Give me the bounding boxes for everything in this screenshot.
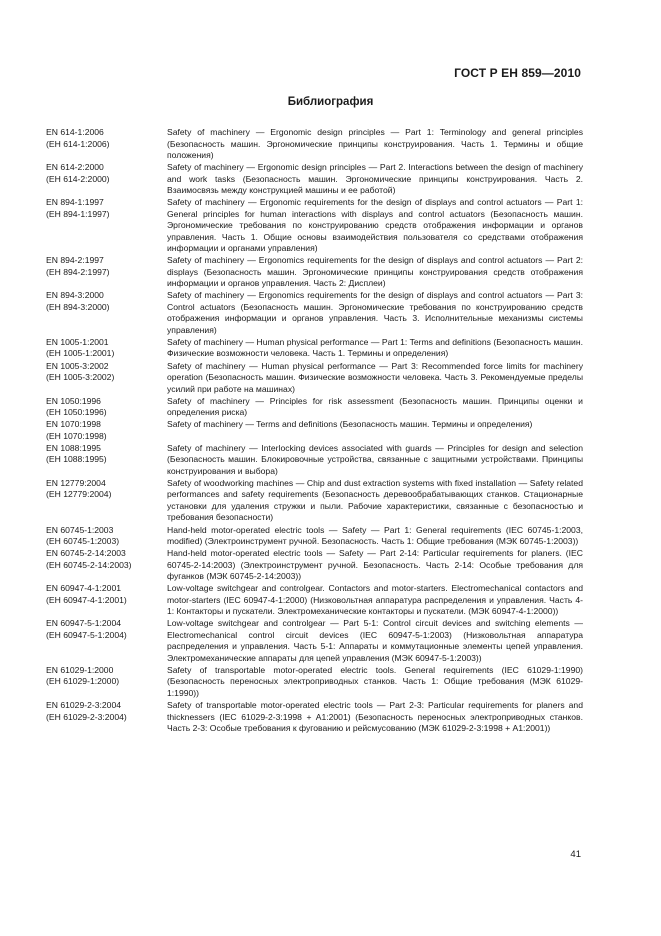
bibliography-entry	[46, 665, 583, 700]
bibliography-entry	[46, 548, 583, 583]
reference-code-national: (EH 12779:2004)	[46, 489, 112, 500]
reference-codes	[46, 443, 167, 478]
reference-code: EN 1050:1996	[46, 395, 101, 406]
reference-description: Safety of machinery — Principles for risk assessment (Безопасность машин. Принципы оценки и определения риска)	[167, 395, 583, 418]
reference-codes	[46, 361, 167, 396]
reference-code-national: (EH 1005-1:2001)	[46, 348, 115, 359]
reference-description: Hand-held motor-operated electric tools — Safety — Part 1: General requirements (IEC 60745-1:2003, modified) (Электроинструмент ручной. Безопасность. Часть 1: Общие требования (МЭК 60745-1:2003))	[167, 524, 583, 547]
reference-code-national: (EH 894-2:1997)	[46, 266, 110, 277]
reference-codes	[46, 419, 167, 442]
bibliography-entry	[46, 361, 583, 396]
reference-code-national: (EH 1070:1998)	[46, 430, 107, 441]
reference-code-national: (EH 614-1:2006)	[46, 138, 110, 149]
reference-code: EN 1005-3:2002	[46, 360, 109, 371]
reference-description: Safety of woodworking machines — Chip and dust extraction systems with fixed installation — Safety related performances and safety requirements (Безопасность деревообрабатывающих станков. Стационарные установки для удаления стружки и пыли. Рабочие характеристики, связанные с безопасностью и требования безопасности)	[167, 477, 583, 523]
reference-codes	[46, 290, 167, 336]
reference-codes	[46, 665, 167, 700]
reference-codes	[46, 700, 167, 735]
bibliography-entry	[46, 478, 583, 524]
reference-code: EN 894-3:2000	[46, 290, 104, 301]
bibliography-entry	[46, 290, 583, 336]
reference-codes	[46, 583, 167, 618]
reference-codes	[46, 548, 167, 583]
bibliography-entry	[46, 618, 583, 664]
reference-description: Low-voltage switchgear and controlgear. Contactors and motor-starters. Electromechanical contactors and motor-starters (IEC 60947-4-1:2000) (Низковольтная аппаратура распределения и управления. Часть 4-1: Контакторы и пускатели. Электромеханические контакторы и пускатели. (МЭК 60947-4-1:2000))	[167, 583, 583, 617]
reference-code-national: (EH 614-2:2000)	[46, 173, 110, 184]
reference-code: EN 60947-4-1:2001	[46, 583, 122, 594]
reference-description: Low-voltage switchgear and controlgear — Part 5-1: Control circuit devices and switching elements — Electromechanical control circuit devices (IEC 60947-5-1:2003) (Низковольтная аппаратура распределения и управления. Часть 5-1: Аппараты и коммутационные элементы цепей управления. Электромеханические аппараты для цепей управления (МЭК 60947-5-1:2003))	[167, 618, 583, 663]
reference-code: EN 1088:1995	[46, 442, 101, 453]
reference-code-national: (EH 894-1:1997)	[46, 208, 110, 219]
reference-description: Safety of machinery — Ergonomic design principles — Part 2. Interactions between the design of machinery and work tasks (Безопасность машин. Эргономические принципы конструирования. Часть 2. Взаимосвязь между конструкцией машины и ее работой)	[167, 162, 583, 196]
reference-code: EN 60947-5-1:2004	[46, 618, 122, 629]
reference-code-national: (EH 60745-1:2003)	[46, 536, 120, 547]
reference-code: EN 894-1:1997	[46, 197, 104, 208]
reference-description: Safety of machinery — Ergonomics requirements for the design of displays and control actuators — Part 2: displays (Безопасность машин. Эргономические принципы конструирования средств отображения информации и органов управления. Часть 2: Дисплеи)	[167, 255, 583, 289]
bibliography-list	[46, 127, 583, 735]
bibliography-entry	[46, 127, 583, 162]
page-number: 41	[570, 849, 581, 860]
bibliography-entry	[46, 337, 583, 360]
bibliography-entry	[46, 162, 583, 197]
reference-codes	[46, 337, 167, 360]
reference-code-national: (EH 61029-1:2000)	[46, 676, 120, 687]
reference-description: Safety of machinery — Ergonomics requirements for the design of displays and control actuators — Part 3: Control actuators (Безопасность машин. Эргономические требования по конструированию средств отображения информации и органов управления. Часть 3. Исполнительные механизмы системы управления)	[167, 290, 583, 335]
reference-codes	[46, 162, 167, 197]
bibliography-entry	[46, 396, 583, 419]
bibliography-entry	[46, 443, 583, 478]
reference-code-national: (EH 60947-5-1:2004)	[46, 629, 127, 640]
reference-description: Safety of transportable motor-operated electric tools. General requirements (IEC 61029-1:1990) (Безопасность переносных электроприводных станков. Часть 1: Общие требования (МЭК 61029-1:1990))	[167, 664, 583, 698]
reference-description: Safety of machinery — Interlocking devices associated with guards — Principles for design and selection (Безопасность машин. Блокировочные устройства, связанные с защитными устройствами. Принципы конструирования и выбора)	[167, 442, 583, 476]
reference-description: Safety of machinery — Ergonomic requirements for the design of displays and control actuators — Part 1: General principles for human interactions with displays and control actuators (Безопасность машин. Эргономические требования по конструированию средств отображения информации и органов управления. Часть 1. Общие основы взаимодействия пользователя со средствами отображения информации и органами управления)	[167, 197, 583, 254]
bibliography-entry	[46, 197, 583, 255]
reference-code: EN 61029-1:2000	[46, 664, 114, 675]
reference-codes	[46, 478, 167, 524]
reference-code: EN 614-2:2000	[46, 162, 104, 173]
bibliography-entry	[46, 255, 583, 290]
reference-description: Hand-held motor-operated electric tools — Safety — Part 2-14: Particular requirements for planers. (IEC 60745-2-14:2003) (Электроинструмент ручной. Безопасность. Часть 2-14: Особые требования для фуганков (МЭК 60745-2-14:2003))	[167, 548, 583, 582]
reference-code: EN 60745-1:2003	[46, 524, 114, 535]
bibliography-entry	[46, 525, 583, 548]
reference-code-national: (EH 61029-2-3:2004)	[46, 711, 127, 722]
reference-codes	[46, 197, 167, 255]
reference-codes	[46, 618, 167, 664]
reference-description: Safety of machinery — Human physical performance — Part 3: Recommended force limits for machinery operation (Безопасность машин. Физические возможности человека. Часть 3. Рекомендуемые пределы усилий при работе на машинах)	[167, 360, 583, 394]
reference-code: EN 1005-1:2001	[46, 336, 109, 347]
reference-codes	[46, 396, 167, 419]
reference-codes	[46, 525, 167, 548]
reference-description: Safety of machinery — Terms and definitions (Безопасность машин. Термины и определения)	[167, 419, 533, 430]
reference-codes	[46, 255, 167, 290]
page-title: Библиография	[287, 96, 374, 108]
reference-codes	[46, 127, 167, 162]
reference-code-national: (EH 1050:1996)	[46, 407, 107, 418]
reference-code-national: (EH 60745-2-14:2003)	[46, 559, 132, 570]
reference-code: EN 1070:1998	[46, 419, 101, 430]
reference-description: Safety of machinery — Human physical performance — Part 1: Terms and definitions (Безопасность машин. Физические возможности человека. Часть 1. Термины и определения)	[167, 336, 583, 359]
reference-code-national: (EH 894-3:2000)	[46, 301, 110, 312]
bibliography-entry	[46, 419, 583, 442]
reference-code: EN 61029-2-3:2004	[46, 700, 122, 710]
standard-code: ГОСТ Р ЕН 859—2010	[454, 66, 581, 80]
bibliography-entry	[46, 583, 583, 618]
reference-code-national: (EH 1005-3:2002)	[46, 372, 115, 383]
reference-description: Safety of machinery — Ergonomic design principles — Part 1: Terminology and general principles (Безопасность машин. Эргономические принципы конструирования. Часть 1. Термины и общие положения)	[167, 127, 583, 160]
reference-code: EN 614-1:2006	[46, 127, 104, 137]
bibliography-entry	[46, 700, 583, 735]
reference-code-national: (EH 60947-4-1:2001)	[46, 594, 127, 605]
reference-code-national: (EH 1088:1995)	[46, 454, 107, 465]
reference-code: EN 60745-2-14:2003	[46, 548, 126, 559]
reference-description: Safety of transportable motor-operated electric tools — Part 2-3: Particular requirements for planers and thicknessers (IEC 61029-2-3:1998 + A1:2001) (Безопасность переносных электроприводных станков. Часть 2-3: Особые требования к фугованию и рейсмусованию (МЭК 61029-2-3:1998 + A1:2001))	[167, 700, 583, 733]
reference-code: EN 12779:2004	[46, 477, 106, 488]
reference-code: EN 894-2:1997	[46, 255, 104, 266]
